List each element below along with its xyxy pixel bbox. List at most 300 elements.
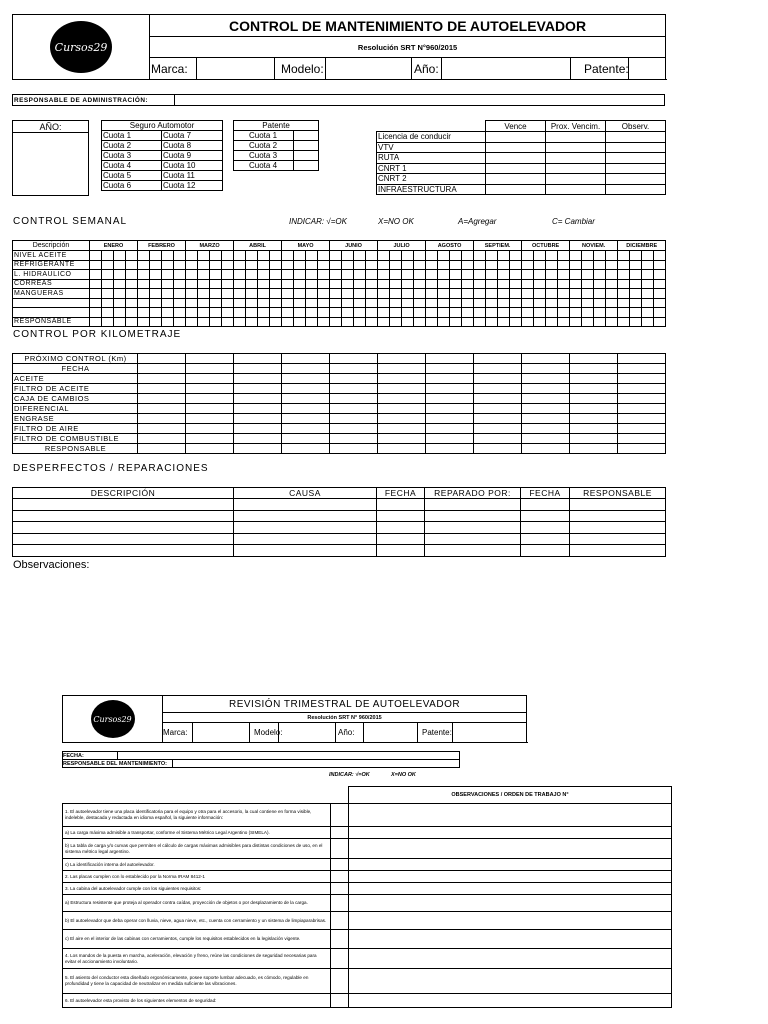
semanal-check-cell[interactable] bbox=[330, 308, 342, 318]
semanal-check-cell[interactable] bbox=[558, 308, 570, 318]
semanal-check-cell[interactable] bbox=[474, 260, 486, 270]
semanal-check-cell[interactable] bbox=[426, 270, 438, 280]
semanal-check-cell[interactable] bbox=[654, 317, 666, 327]
semanal-check-cell[interactable] bbox=[594, 251, 606, 261]
semanal-check-cell[interactable] bbox=[438, 298, 450, 308]
semanal-check-cell[interactable] bbox=[270, 298, 282, 308]
semanal-check-cell[interactable] bbox=[90, 270, 102, 280]
semanal-check-cell[interactable] bbox=[198, 317, 210, 327]
semanal-check-cell[interactable] bbox=[462, 251, 474, 261]
seguro-cuota[interactable]: Cuota 8 bbox=[162, 141, 223, 151]
semanal-check-cell[interactable] bbox=[234, 298, 246, 308]
semanal-check-cell[interactable] bbox=[606, 270, 618, 280]
km-cell[interactable] bbox=[474, 414, 522, 424]
km-cell[interactable] bbox=[234, 384, 282, 394]
km-cell[interactable] bbox=[474, 354, 522, 364]
km-cell[interactable] bbox=[426, 444, 474, 454]
semanal-check-cell[interactable] bbox=[270, 270, 282, 280]
desperfecto-cell[interactable] bbox=[521, 533, 570, 545]
semanal-check-cell[interactable] bbox=[210, 317, 222, 327]
semanal-check-cell[interactable] bbox=[138, 279, 150, 289]
semanal-check-cell[interactable] bbox=[582, 270, 594, 280]
semanal-check-cell[interactable] bbox=[342, 260, 354, 270]
semanal-check-cell[interactable] bbox=[534, 251, 546, 261]
semanal-check-cell[interactable] bbox=[462, 308, 474, 318]
semanal-check-cell[interactable] bbox=[654, 298, 666, 308]
semanal-check-cell[interactable] bbox=[198, 308, 210, 318]
semanal-check-cell[interactable] bbox=[630, 279, 642, 289]
semanal-check-cell[interactable] bbox=[570, 308, 582, 318]
semanal-check-cell[interactable] bbox=[534, 308, 546, 318]
desperfecto-cell[interactable] bbox=[377, 522, 425, 534]
semanal-check-cell[interactable] bbox=[474, 279, 486, 289]
semanal-check-cell[interactable] bbox=[294, 270, 306, 280]
semanal-check-cell[interactable] bbox=[402, 270, 414, 280]
semanal-check-cell[interactable] bbox=[198, 251, 210, 261]
km-cell[interactable] bbox=[570, 354, 618, 364]
semanal-check-cell[interactable] bbox=[642, 289, 654, 299]
km-cell[interactable] bbox=[234, 394, 282, 404]
semanal-check-cell[interactable] bbox=[570, 270, 582, 280]
semanal-check-cell[interactable] bbox=[198, 270, 210, 280]
semanal-check-cell[interactable] bbox=[534, 260, 546, 270]
km-cell[interactable] bbox=[138, 434, 186, 444]
semanal-check-cell[interactable] bbox=[198, 279, 210, 289]
licencia-cell[interactable] bbox=[486, 184, 546, 195]
semanal-check-cell[interactable] bbox=[366, 317, 378, 327]
semanal-check-cell[interactable] bbox=[654, 279, 666, 289]
semanal-check-cell[interactable] bbox=[606, 298, 618, 308]
km-cell[interactable] bbox=[426, 374, 474, 384]
semanal-check-cell[interactable] bbox=[258, 251, 270, 261]
semanal-check-cell[interactable] bbox=[246, 251, 258, 261]
trimestral-obs-cell[interactable] bbox=[349, 827, 672, 839]
semanal-check-cell[interactable] bbox=[426, 308, 438, 318]
semanal-check-cell[interactable] bbox=[126, 260, 138, 270]
semanal-check-cell[interactable] bbox=[654, 308, 666, 318]
seguro-cuota[interactable]: Cuota 6 bbox=[102, 181, 162, 191]
semanal-check-cell[interactable] bbox=[630, 317, 642, 327]
trimestral-responsable-field[interactable] bbox=[173, 760, 460, 768]
semanal-check-cell[interactable] bbox=[654, 289, 666, 299]
semanal-check-cell[interactable] bbox=[462, 260, 474, 270]
semanal-check-cell[interactable] bbox=[318, 298, 330, 308]
semanal-check-cell[interactable] bbox=[498, 260, 510, 270]
km-cell[interactable] bbox=[234, 434, 282, 444]
semanal-check-cell[interactable] bbox=[330, 251, 342, 261]
semanal-check-cell[interactable] bbox=[534, 279, 546, 289]
km-cell[interactable] bbox=[522, 434, 570, 444]
km-cell[interactable] bbox=[570, 404, 618, 414]
km-cell[interactable] bbox=[522, 374, 570, 384]
semanal-check-cell[interactable] bbox=[462, 279, 474, 289]
semanal-check-cell[interactable] bbox=[450, 317, 462, 327]
semanal-check-cell[interactable] bbox=[174, 270, 186, 280]
km-cell[interactable] bbox=[138, 384, 186, 394]
semanal-check-cell[interactable] bbox=[318, 308, 330, 318]
semanal-check-cell[interactable] bbox=[438, 251, 450, 261]
semanal-check-cell[interactable] bbox=[258, 298, 270, 308]
trimestral-obs-cell[interactable] bbox=[349, 839, 672, 859]
semanal-check-cell[interactable] bbox=[378, 308, 390, 318]
semanal-check-cell[interactable] bbox=[318, 317, 330, 327]
semanal-check-cell[interactable] bbox=[654, 260, 666, 270]
km-cell[interactable] bbox=[426, 404, 474, 414]
semanal-check-cell[interactable] bbox=[486, 251, 498, 261]
semanal-check-cell[interactable] bbox=[342, 317, 354, 327]
trimestral-obs-cell[interactable] bbox=[349, 969, 672, 994]
semanal-check-cell[interactable] bbox=[258, 279, 270, 289]
semanal-check-cell[interactable] bbox=[378, 279, 390, 289]
km-cell[interactable] bbox=[522, 364, 570, 374]
semanal-check-cell[interactable] bbox=[198, 260, 210, 270]
semanal-check-cell[interactable] bbox=[606, 308, 618, 318]
desperfecto-cell[interactable] bbox=[13, 533, 234, 545]
semanal-check-cell[interactable] bbox=[318, 251, 330, 261]
semanal-check-cell[interactable] bbox=[474, 270, 486, 280]
semanal-check-cell[interactable] bbox=[414, 317, 426, 327]
semanal-check-cell[interactable] bbox=[174, 298, 186, 308]
licencia-cell[interactable] bbox=[486, 163, 546, 174]
desperfecto-cell[interactable] bbox=[570, 522, 666, 534]
desperfecto-cell[interactable] bbox=[425, 510, 521, 522]
licencia-cell[interactable] bbox=[606, 174, 666, 185]
km-cell[interactable] bbox=[330, 384, 378, 394]
semanal-check-cell[interactable] bbox=[546, 308, 558, 318]
semanal-check-cell[interactable] bbox=[258, 260, 270, 270]
km-cell[interactable] bbox=[378, 404, 426, 414]
semanal-check-cell[interactable] bbox=[462, 317, 474, 327]
semanal-check-cell[interactable] bbox=[402, 279, 414, 289]
km-cell[interactable] bbox=[618, 424, 666, 434]
semanal-check-cell[interactable] bbox=[546, 298, 558, 308]
semanal-check-cell[interactable] bbox=[294, 317, 306, 327]
desperfecto-cell[interactable] bbox=[234, 522, 377, 534]
desperfecto-cell[interactable] bbox=[425, 545, 521, 557]
semanal-check-cell[interactable] bbox=[282, 279, 294, 289]
semanal-check-cell[interactable] bbox=[114, 279, 126, 289]
semanal-check-cell[interactable] bbox=[378, 317, 390, 327]
semanal-check-cell[interactable] bbox=[510, 308, 522, 318]
semanal-check-cell[interactable] bbox=[438, 260, 450, 270]
semanal-check-cell[interactable] bbox=[642, 251, 654, 261]
desperfecto-cell[interactable] bbox=[13, 522, 234, 534]
km-cell[interactable] bbox=[378, 424, 426, 434]
semanal-check-cell[interactable] bbox=[426, 317, 438, 327]
semanal-check-cell[interactable] bbox=[150, 317, 162, 327]
semanal-check-cell[interactable] bbox=[246, 289, 258, 299]
desperfecto-cell[interactable] bbox=[13, 510, 234, 522]
semanal-check-cell[interactable] bbox=[534, 317, 546, 327]
trimestral-obs-cell[interactable] bbox=[349, 804, 672, 827]
semanal-check-cell[interactable] bbox=[402, 260, 414, 270]
km-cell[interactable] bbox=[282, 364, 330, 374]
semanal-check-cell[interactable] bbox=[522, 289, 534, 299]
semanal-check-cell[interactable] bbox=[234, 260, 246, 270]
km-cell[interactable] bbox=[282, 374, 330, 384]
semanal-check-cell[interactable] bbox=[594, 279, 606, 289]
km-cell[interactable] bbox=[570, 394, 618, 404]
semanal-check-cell[interactable] bbox=[594, 308, 606, 318]
semanal-check-cell[interactable] bbox=[318, 279, 330, 289]
semanal-check-cell[interactable] bbox=[594, 260, 606, 270]
semanal-check-cell[interactable] bbox=[162, 317, 174, 327]
semanal-check-cell[interactable] bbox=[186, 298, 198, 308]
semanal-check-cell[interactable] bbox=[258, 308, 270, 318]
km-cell[interactable] bbox=[186, 364, 234, 374]
km-cell[interactable] bbox=[186, 444, 234, 454]
semanal-check-cell[interactable] bbox=[474, 308, 486, 318]
semanal-check-cell[interactable] bbox=[618, 317, 630, 327]
semanal-check-cell[interactable] bbox=[246, 298, 258, 308]
km-cell[interactable] bbox=[330, 434, 378, 444]
semanal-check-cell[interactable] bbox=[546, 260, 558, 270]
semanal-check-cell[interactable] bbox=[642, 308, 654, 318]
semanal-check-cell[interactable] bbox=[462, 298, 474, 308]
licencia-cell[interactable] bbox=[486, 132, 546, 143]
desperfecto-cell[interactable] bbox=[377, 499, 425, 511]
semanal-check-cell[interactable] bbox=[426, 279, 438, 289]
semanal-check-cell[interactable] bbox=[306, 298, 318, 308]
km-cell[interactable] bbox=[186, 394, 234, 404]
semanal-check-cell[interactable] bbox=[486, 298, 498, 308]
semanal-check-cell[interactable] bbox=[390, 298, 402, 308]
trimestral-obs-cell[interactable] bbox=[349, 994, 672, 1008]
semanal-check-cell[interactable] bbox=[522, 251, 534, 261]
semanal-check-cell[interactable] bbox=[162, 251, 174, 261]
semanal-check-cell[interactable] bbox=[462, 270, 474, 280]
semanal-check-cell[interactable] bbox=[234, 279, 246, 289]
km-cell[interactable] bbox=[570, 384, 618, 394]
semanal-check-cell[interactable] bbox=[186, 251, 198, 261]
km-cell[interactable] bbox=[474, 374, 522, 384]
trimestral-check-cell[interactable] bbox=[331, 804, 349, 827]
semanal-check-cell[interactable] bbox=[438, 317, 450, 327]
semanal-check-cell[interactable] bbox=[618, 260, 630, 270]
patente-cuota-check[interactable] bbox=[294, 151, 319, 161]
licencia-cell[interactable] bbox=[546, 153, 606, 164]
semanal-check-cell[interactable] bbox=[378, 251, 390, 261]
semanal-check-cell[interactable] bbox=[354, 289, 366, 299]
semanal-check-cell[interactable] bbox=[114, 260, 126, 270]
licencia-cell[interactable] bbox=[606, 153, 666, 164]
semanal-check-cell[interactable] bbox=[354, 260, 366, 270]
semanal-check-cell[interactable] bbox=[354, 317, 366, 327]
semanal-check-cell[interactable] bbox=[102, 251, 114, 261]
semanal-check-cell[interactable] bbox=[378, 298, 390, 308]
semanal-check-cell[interactable] bbox=[126, 251, 138, 261]
semanal-check-cell[interactable] bbox=[90, 317, 102, 327]
semanal-check-cell[interactable] bbox=[270, 251, 282, 261]
semanal-check-cell[interactable] bbox=[486, 317, 498, 327]
semanal-check-cell[interactable] bbox=[330, 260, 342, 270]
desperfecto-cell[interactable] bbox=[377, 545, 425, 557]
semanal-check-cell[interactable] bbox=[594, 298, 606, 308]
km-cell[interactable] bbox=[330, 404, 378, 414]
semanal-check-cell[interactable] bbox=[282, 317, 294, 327]
trimestral-check-cell[interactable] bbox=[331, 871, 349, 883]
semanal-check-cell[interactable] bbox=[570, 251, 582, 261]
semanal-check-cell[interactable] bbox=[402, 251, 414, 261]
km-cell[interactable] bbox=[378, 394, 426, 404]
trimestral-obs-cell[interactable] bbox=[349, 930, 672, 949]
km-cell[interactable] bbox=[234, 414, 282, 424]
semanal-check-cell[interactable] bbox=[390, 260, 402, 270]
semanal-check-cell[interactable] bbox=[474, 289, 486, 299]
semanal-check-cell[interactable] bbox=[510, 251, 522, 261]
seguro-cuota[interactable]: Cuota 4 bbox=[102, 161, 162, 171]
km-cell[interactable] bbox=[618, 354, 666, 364]
semanal-check-cell[interactable] bbox=[498, 289, 510, 299]
semanal-check-cell[interactable] bbox=[138, 260, 150, 270]
semanal-check-cell[interactable] bbox=[90, 289, 102, 299]
semanal-check-cell[interactable] bbox=[618, 289, 630, 299]
km-cell[interactable] bbox=[522, 444, 570, 454]
semanal-check-cell[interactable] bbox=[606, 289, 618, 299]
km-cell[interactable] bbox=[570, 414, 618, 424]
semanal-check-cell[interactable] bbox=[450, 270, 462, 280]
seguro-cuota[interactable]: Cuota 11 bbox=[162, 171, 223, 181]
km-cell[interactable] bbox=[282, 394, 330, 404]
desperfecto-cell[interactable] bbox=[13, 545, 234, 557]
semanal-check-cell[interactable] bbox=[174, 317, 186, 327]
semanal-check-cell[interactable] bbox=[426, 289, 438, 299]
semanal-check-cell[interactable] bbox=[558, 260, 570, 270]
trimestral-check-cell[interactable] bbox=[331, 859, 349, 871]
semanal-check-cell[interactable] bbox=[426, 260, 438, 270]
semanal-check-cell[interactable] bbox=[138, 270, 150, 280]
semanal-check-cell[interactable] bbox=[210, 308, 222, 318]
semanal-check-cell[interactable] bbox=[642, 317, 654, 327]
semanal-check-cell[interactable] bbox=[174, 260, 186, 270]
km-cell[interactable] bbox=[234, 364, 282, 374]
semanal-check-cell[interactable] bbox=[210, 270, 222, 280]
semanal-check-cell[interactable] bbox=[342, 289, 354, 299]
semanal-check-cell[interactable] bbox=[606, 251, 618, 261]
semanal-check-cell[interactable] bbox=[306, 251, 318, 261]
licencia-cell[interactable] bbox=[606, 142, 666, 153]
marca-field[interactable] bbox=[197, 58, 275, 80]
semanal-check-cell[interactable] bbox=[294, 308, 306, 318]
semanal-check-cell[interactable] bbox=[90, 251, 102, 261]
semanal-check-cell[interactable] bbox=[342, 308, 354, 318]
semanal-check-cell[interactable] bbox=[126, 289, 138, 299]
km-cell[interactable] bbox=[426, 364, 474, 374]
semanal-check-cell[interactable] bbox=[366, 298, 378, 308]
semanal-check-cell[interactable] bbox=[558, 251, 570, 261]
semanal-check-cell[interactable] bbox=[534, 270, 546, 280]
semanal-check-cell[interactable] bbox=[498, 270, 510, 280]
semanal-check-cell[interactable] bbox=[210, 251, 222, 261]
semanal-check-cell[interactable] bbox=[126, 308, 138, 318]
km-cell[interactable] bbox=[138, 354, 186, 364]
desperfecto-cell[interactable] bbox=[13, 499, 234, 511]
semanal-check-cell[interactable] bbox=[642, 270, 654, 280]
semanal-check-cell[interactable] bbox=[558, 270, 570, 280]
licencia-cell[interactable] bbox=[486, 153, 546, 164]
semanal-check-cell[interactable] bbox=[222, 289, 234, 299]
semanal-check-cell[interactable] bbox=[174, 308, 186, 318]
km-cell[interactable] bbox=[282, 354, 330, 364]
semanal-check-cell[interactable] bbox=[594, 270, 606, 280]
semanal-check-cell[interactable] bbox=[546, 279, 558, 289]
km-cell[interactable] bbox=[426, 394, 474, 404]
patente-cuota-check[interactable] bbox=[294, 131, 319, 141]
semanal-check-cell[interactable] bbox=[126, 317, 138, 327]
seguro-cuota[interactable]: Cuota 7 bbox=[162, 131, 223, 141]
semanal-check-cell[interactable] bbox=[318, 260, 330, 270]
semanal-check-cell[interactable] bbox=[258, 270, 270, 280]
trimestral-fecha-field[interactable] bbox=[118, 752, 460, 760]
trimestral-check-cell[interactable] bbox=[331, 895, 349, 912]
desperfecto-cell[interactable] bbox=[377, 533, 425, 545]
km-cell[interactable] bbox=[186, 384, 234, 394]
semanal-check-cell[interactable] bbox=[438, 308, 450, 318]
trimestral-check-cell[interactable] bbox=[331, 930, 349, 949]
semanal-check-cell[interactable] bbox=[486, 289, 498, 299]
trimestral-obs-cell[interactable] bbox=[349, 895, 672, 912]
km-cell[interactable] bbox=[378, 384, 426, 394]
semanal-check-cell[interactable] bbox=[366, 270, 378, 280]
semanal-check-cell[interactable] bbox=[234, 251, 246, 261]
semanal-check-cell[interactable] bbox=[126, 270, 138, 280]
semanal-check-cell[interactable] bbox=[558, 298, 570, 308]
seguro-cuota[interactable]: Cuota 1 bbox=[102, 131, 162, 141]
semanal-check-cell[interactable] bbox=[294, 251, 306, 261]
semanal-check-cell[interactable] bbox=[90, 308, 102, 318]
semanal-check-cell[interactable] bbox=[486, 279, 498, 289]
semanal-check-cell[interactable] bbox=[150, 279, 162, 289]
km-cell[interactable] bbox=[138, 364, 186, 374]
km-cell[interactable] bbox=[378, 444, 426, 454]
km-cell[interactable] bbox=[522, 424, 570, 434]
semanal-check-cell[interactable] bbox=[642, 260, 654, 270]
desperfecto-cell[interactable] bbox=[425, 522, 521, 534]
semanal-check-cell[interactable] bbox=[198, 298, 210, 308]
semanal-check-cell[interactable] bbox=[438, 289, 450, 299]
km-cell[interactable] bbox=[330, 394, 378, 404]
semanal-check-cell[interactable] bbox=[582, 279, 594, 289]
semanal-check-cell[interactable] bbox=[582, 251, 594, 261]
semanal-check-cell[interactable] bbox=[534, 298, 546, 308]
semanal-check-cell[interactable] bbox=[510, 298, 522, 308]
semanal-check-cell[interactable] bbox=[270, 308, 282, 318]
semanal-check-cell[interactable] bbox=[294, 289, 306, 299]
semanal-check-cell[interactable] bbox=[606, 317, 618, 327]
semanal-check-cell[interactable] bbox=[354, 308, 366, 318]
semanal-check-cell[interactable] bbox=[114, 251, 126, 261]
semanal-check-cell[interactable] bbox=[138, 308, 150, 318]
semanal-check-cell[interactable] bbox=[234, 308, 246, 318]
semanal-check-cell[interactable] bbox=[210, 260, 222, 270]
km-cell[interactable] bbox=[426, 354, 474, 364]
km-cell[interactable] bbox=[186, 424, 234, 434]
semanal-check-cell[interactable] bbox=[390, 289, 402, 299]
km-cell[interactable] bbox=[282, 424, 330, 434]
semanal-check-cell[interactable] bbox=[450, 279, 462, 289]
semanal-check-cell[interactable] bbox=[102, 270, 114, 280]
modelo-field[interactable] bbox=[326, 58, 412, 80]
semanal-check-cell[interactable] bbox=[642, 298, 654, 308]
semanal-check-cell[interactable] bbox=[306, 308, 318, 318]
km-cell[interactable] bbox=[426, 384, 474, 394]
semanal-check-cell[interactable] bbox=[630, 251, 642, 261]
patente-cuota-check[interactable] bbox=[294, 141, 319, 151]
semanal-check-cell[interactable] bbox=[174, 279, 186, 289]
semanal-check-cell[interactable] bbox=[102, 317, 114, 327]
semanal-check-cell[interactable] bbox=[438, 279, 450, 289]
semanal-check-cell[interactable] bbox=[654, 270, 666, 280]
